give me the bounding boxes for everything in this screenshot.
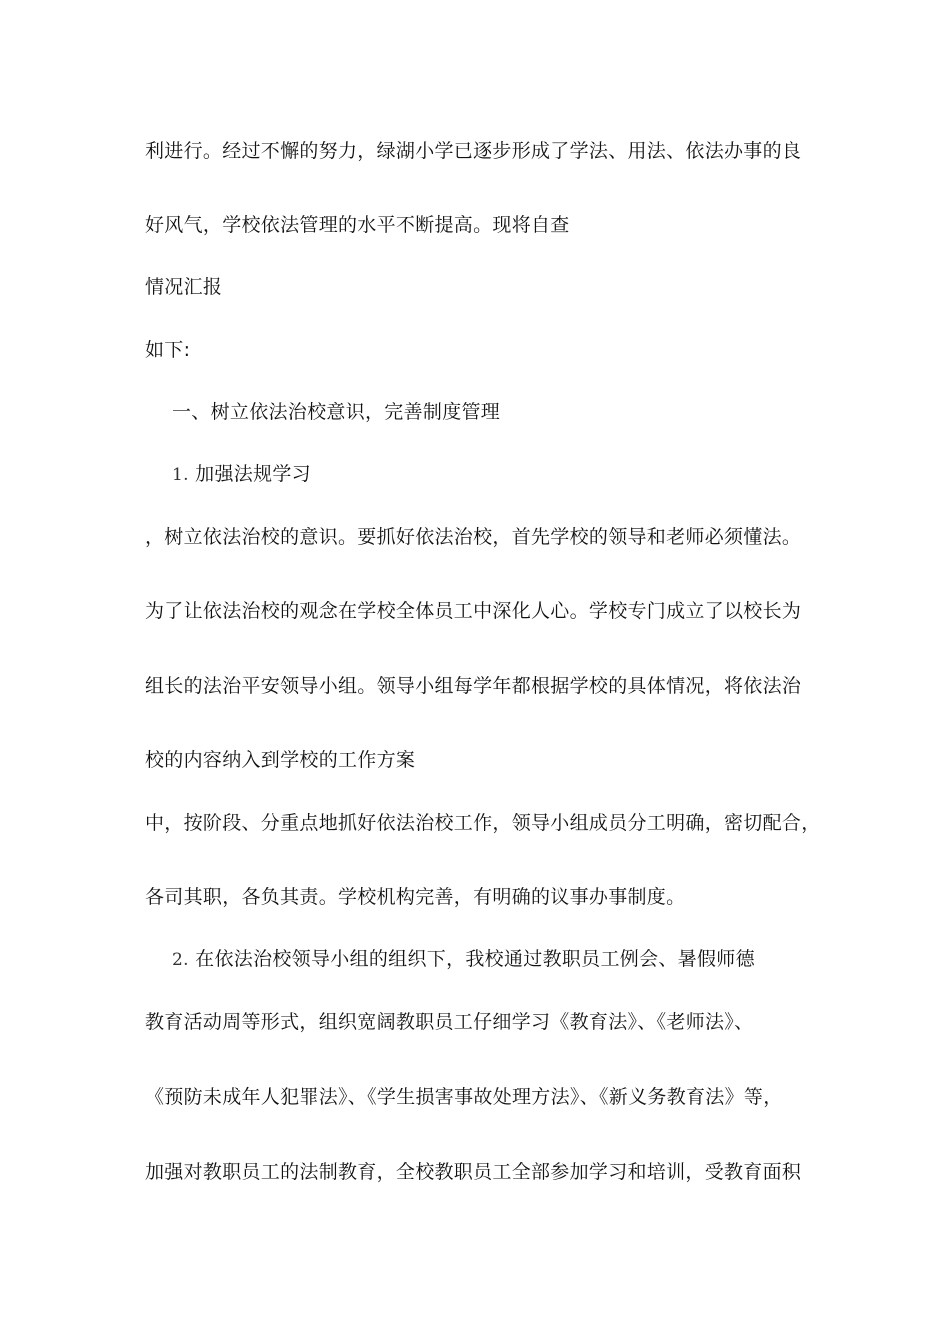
paragraph-line: 教育活动周等形式，组织宽阔教职员工仔细学习《教育法》、《老师法》、 [145,1011,754,1033]
paragraph-line: 校的内容纳入到学校的工作方案 [145,749,416,771]
paragraph-line: 为了让依法治校的观念在学校全体员工中深化人心。学校专门成立了以校长为 [145,600,802,622]
paragraph-line: 组长的法治平安领导小组。领导小组每学年都根据学校的具体情况，将依法治 [145,675,802,697]
item-number: 1. [172,465,189,485]
paragraph-line: 《预防未成年人犯罪法》、《学生损害事故处理方法》、《新义务教育法》等， [145,1086,783,1108]
paragraph-line: 各司其职，各负其责。学校机构完善，有明确的议事办事制度。 [145,886,686,908]
numbered-item-heading [172,462,311,487]
paragraph-line: 如下: [145,339,191,361]
paragraph-line: 中，按阶段、分重点地抓好依法治校工作，领导小组成员分工明确，密切配合， [145,812,821,834]
paragraph-line: 利进行。经过不懈的努力，绿湖小学已逐步形成了学法、用法、依法办事的良 [145,140,802,162]
paragraph-line: 好风气，学校依法管理的水平不断提高。现将自查 [145,214,570,236]
item-number: 2. [172,950,189,970]
paragraph-line: ，树立依法治校的意识。要抓好依法治校，首先学校的领导和老师必须懂法。 [145,526,802,548]
numbered-item-paragraph [172,947,755,972]
section-heading: 一、树立依法治校意识，完善制度管理 [172,401,501,423]
item-title: 加强法规学习 [195,463,311,485]
paragraph-line: 加强对教职员工的法制教育，全校教职员工全部参加学习和培训，受教育面积 [145,1161,802,1183]
item-text: 在依法治校领导小组的组织下，我校通过教职员工例会、暑假师德 [195,948,755,970]
paragraph-line: 情况汇报 [145,276,223,298]
